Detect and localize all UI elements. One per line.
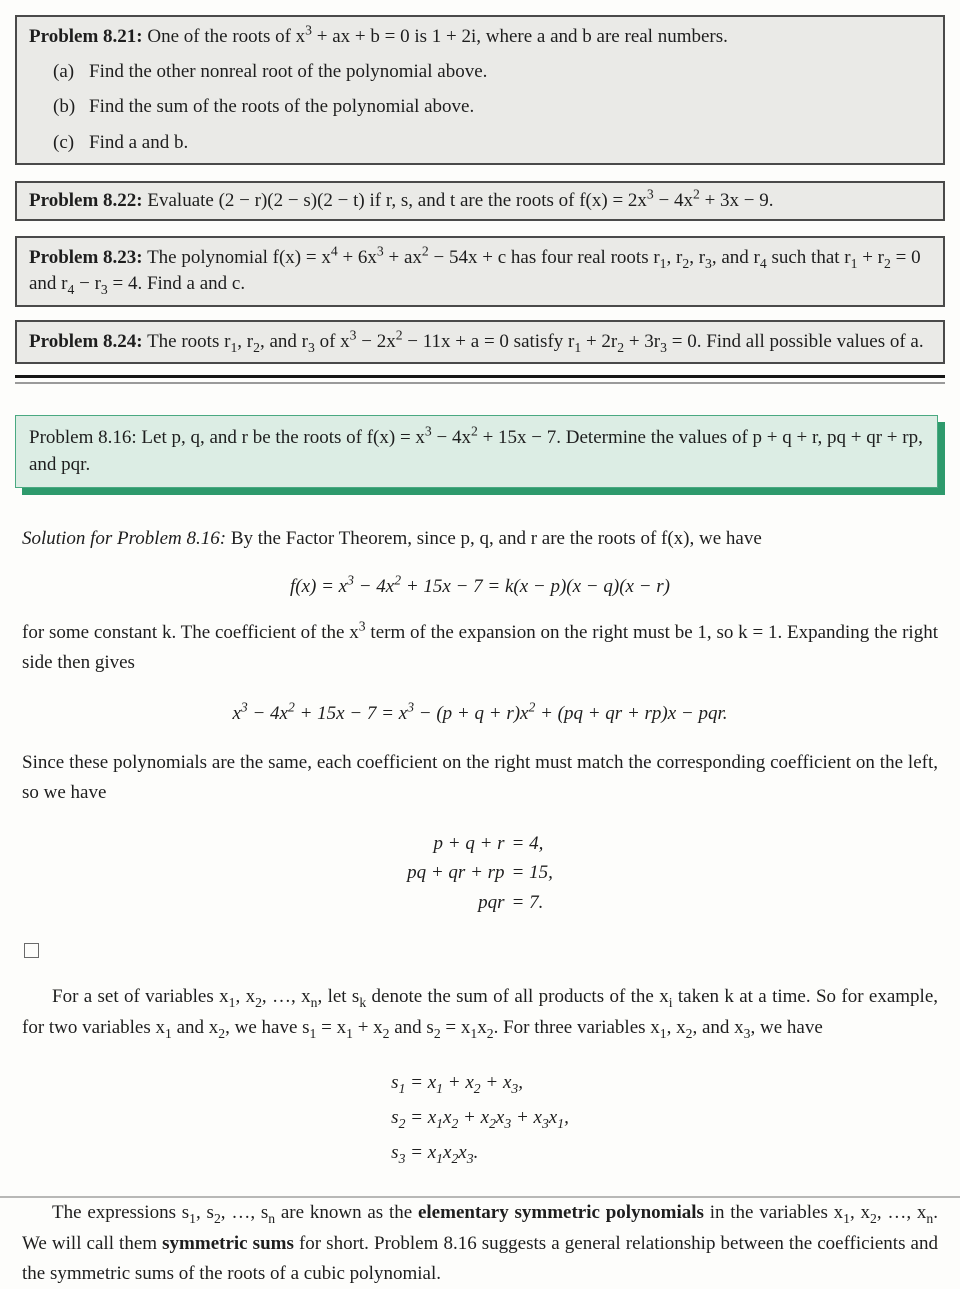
problem-box-8-22 (15, 181, 945, 221)
discussion-paragraph-1: For a set of variables $x_1$, $x_2$, …, $x_n$, let $s_k$ denote the sum of all products of the $x_i$ taken k at a time. So for example, for two variables $x_1$ and $x_2$, we have $s_1 = x_1 + x_2$ and $s_2 = x_1x_2$. For three variables $x_1$, $x_2$, and $x_3$, we have (22, 986, 939, 1041)
problem-part-a (29, 59, 931, 85)
equation-s1: $s_1 = x_1 + x_2 + x_3$, (391, 1071, 523, 1096)
bold-term: elementary symmetric polynomials (417, 1202, 704, 1224)
problem-label: Problem 8.24: (29, 330, 143, 352)
problem-part-c (29, 130, 931, 156)
text-run: in the variables $x_1$, $x_2$, …, $x_n$. We will call them (22, 1202, 938, 1254)
equation-lhs: pq + qr + rp (407, 862, 505, 884)
solution-intro-text: By the Factor Theorem, since p, q, and r are the roots of f(x), we have (230, 527, 762, 549)
problem-label: Problem 8.16: (29, 426, 137, 448)
equation-s2: $s_2 = x_1x_2 + x_2x_3 + x_3x_1$, (391, 1107, 569, 1131)
problem-text: The polynomial $f(x) = x^4 + 6x^3 + ax^2 - 54x + c$ has four real roots $r_1$, $r_2$, $r_3$, and $r_4$ such that $r_1 + r_2 = 0$ and $r_4 - r_3 = 4$. Find a and c. (29, 243, 921, 298)
equation-lhs: p + q + r (433, 832, 505, 854)
problem-statement (29, 24, 931, 50)
equation-rhs: = 4, (511, 832, 544, 854)
problem-text: Let p, q, and r be the roots of $f(x) = x^3 - 4x^2 + 15x - 7$. Determine the values of p + q + r, pq + qr + rp, and pqr. (29, 423, 923, 476)
problem-box-8-16-highlighted (15, 415, 938, 488)
page-bottom-rule (0, 1196, 960, 1198)
solution-lead: Solution for Problem 8.16: (22, 527, 227, 549)
problem-text: Evaluate (2 − r)(2 − s)(2 − t) if r, s, and t are the roots of $f(x) = 2x^3 - 4x^2 + 3x - 9$. (147, 186, 774, 211)
equation-s3: $s_3 = x_1x_2x_3$. (391, 1142, 479, 1166)
part-marker: (c) (53, 131, 75, 153)
problem-label: Problem 8.23: (29, 247, 143, 269)
problem-text: The roots $r_1$, $r_2$, and $r_3$ of $x^3 - 2x^2 - 11x + a = 0$ satisfy $r_1 + 2r_2 + 3r_3 = 0$. Find all possible values of a. (147, 327, 924, 355)
bold-term: symmetric sums (162, 1232, 294, 1254)
text-run: The expressions $s_1$, $s_2$, …, $s_n$ are known as the (52, 1202, 418, 1227)
text-run: for short. Problem 8.16 suggests a general relationship between the coefficients and the symmetric sums of the roots of a cubic polynomial. (22, 1232, 938, 1285)
qed-end-of-proof-box (24, 943, 39, 958)
equation-lhs: pqr (478, 891, 505, 913)
problem-label: Problem 8.21: (29, 26, 143, 47)
part-text: Find the sum of the roots of the polynomial above. (89, 96, 475, 118)
discussion-paragraph-2 (22, 1198, 938, 1289)
problem-box-8-24 (15, 320, 945, 364)
problem-box-8-21 (15, 15, 945, 165)
part-marker: (a) (53, 61, 75, 83)
solution-intro-paragraph (22, 524, 938, 554)
solution-paragraph-2: for some constant k. The coefficient of the $x^3$ term of the expansion on the right must be 1, so k = 1. Expanding the right side then gives (22, 618, 938, 674)
problem-part-b (29, 94, 931, 120)
part-marker: (b) (53, 96, 76, 118)
section-divider-rule (15, 375, 945, 384)
part-text: Find a and b. (89, 131, 189, 153)
solution-paragraph-3: Since these polynomials are the same, each coefficient on the right must match the corresponding coefficient on the left, so we have (22, 752, 938, 804)
problem-box-8-23 (15, 236, 945, 306)
equation-factored-form: $f(x) = x^3 - 4x^2 + 15x - 7 = k(x - p)(x - q)(x - r)$ (289, 572, 671, 598)
equation-expanded-form: $x^3 - 4x^2 + 15x - 7 = x^3 - (p + q + r)x^2 + (pq$ + qr + rp)x − pqr. (232, 699, 728, 724)
equation-rhs: = 15, (511, 862, 553, 884)
equation-block-symmetric-sums (391, 1065, 569, 1170)
problem-label: Problem 8.22: (29, 189, 143, 211)
equation-system-symmetric-values (407, 829, 553, 917)
problem-text: One of the roots of $x^3$ + ax + b = 0 is 1 + 2i, where a and b are real numbers. (147, 22, 728, 47)
equation-rhs: = 7. (511, 891, 544, 913)
part-text: Find the other nonreal root of the polynomial above. (89, 61, 488, 83)
